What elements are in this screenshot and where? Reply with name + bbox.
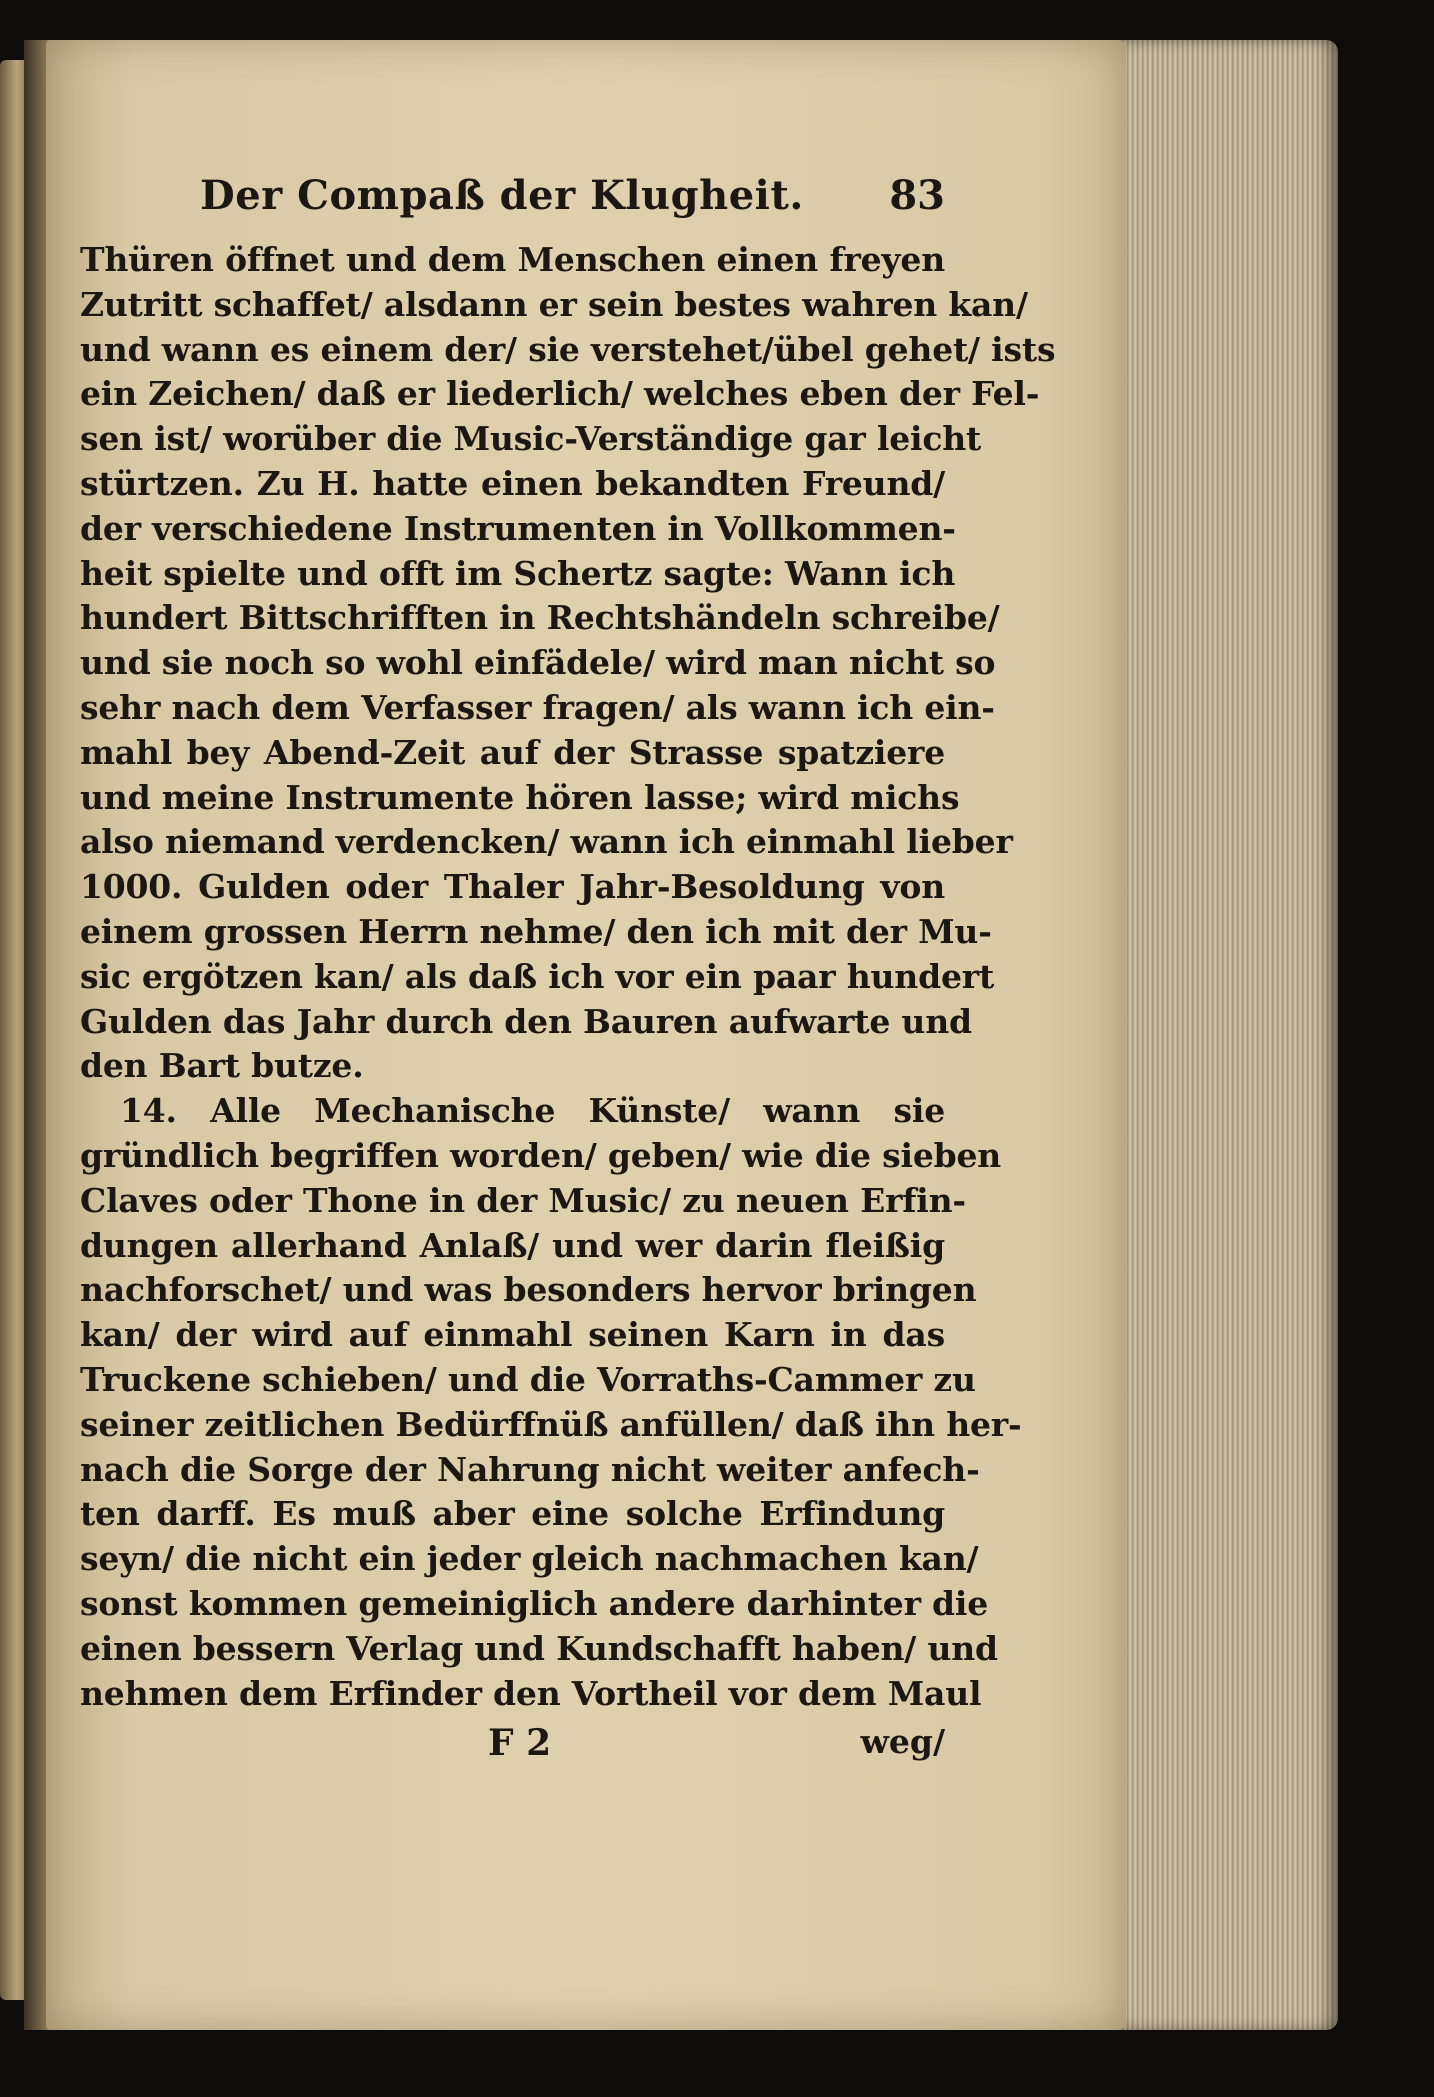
paragraph-start-line: 14. Alle Mechanische Künste/ wann sie — [120, 1091, 945, 1131]
text-line: und wann es einem der/ sie verstehet/übel gehet/ ists — [80, 329, 1056, 369]
text-line: sehr nach dem Verfasser fragen/ als wann ich ein- — [80, 687, 995, 727]
text-line: 1000. Gulden oder Thaler Jahr-Besoldung von — [80, 867, 945, 907]
text-line: Zutritt schaffet/ alsdann er sein bestes wahren kan/ — [80, 284, 1028, 324]
page-header — [80, 168, 945, 232]
page-number: 83 — [889, 172, 945, 219]
text-line: sic ergötzen kan/ als daß ich vor ein paar hundert — [80, 956, 994, 996]
text-line: mahl bey Abend-Zeit auf der Strasse spatziere — [80, 732, 945, 772]
text-line: Gulden das Jahr durch den Bauren aufwarte und — [80, 1001, 972, 1041]
text-line: also niemand verdencken/ wann ich einmahl lieber — [80, 822, 1013, 862]
text-line: kan/ der wird auf einmahl seinen Karn in das — [80, 1315, 945, 1355]
text-line: heit spielte und offt im Schertz sagte: Wann ich — [80, 553, 956, 593]
page-text — [80, 168, 1056, 1772]
text-line: der verschiedene Instrumenten in Vollkommen- — [80, 508, 956, 548]
text-line: den Bart butze. — [80, 1046, 364, 1086]
text-line: und meine Instrumente hören lasse; wird michs — [80, 777, 960, 817]
text-line: Thüren öffnet und dem Menschen einen freyen — [80, 240, 945, 279]
running-head: Der Compaß der Klugheit. — [200, 172, 804, 219]
text-line: nach die Sorge der Nahrung nicht weiter anfech- — [80, 1449, 980, 1489]
text-line: ein Zeichen/ daß er liederlich/ welches eben der Fel- — [80, 374, 1040, 414]
catchword: weg/ — [860, 1722, 945, 1762]
text-line: gründlich begriffen worden/ geben/ wie die sieben — [80, 1135, 1002, 1175]
text-line: einen bessern Verlag und Kundschafft haben/ und — [80, 1628, 998, 1668]
text-line: Truckene schieben/ und die Vorraths-Cammer zu — [80, 1359, 976, 1399]
text-line: und sie noch so wohl einfädele/ wird man nicht so — [80, 643, 996, 683]
text-line: seyn/ die nicht ein jeder gleich nachmachen kan/ — [80, 1539, 979, 1579]
body-text — [80, 238, 1056, 1716]
text-line: ten darff. Es muß aber eine solche Erfindung — [80, 1494, 945, 1534]
text-line: nachforschet/ und was besonders hervor bringen — [80, 1270, 977, 1310]
text-line: Claves oder Thone in der Music/ zu neuen Erfin- — [80, 1180, 966, 1220]
text-line: einem grossen Herrn nehme/ den ich mit der Mu- — [80, 911, 992, 951]
text-line: dungen allerhand Anlaß/ und wer darin fleißig — [80, 1225, 945, 1265]
text-line: hundert Bittschrifften in Rechtshändeln schreibe/ — [80, 598, 1000, 638]
text-line: sonst kommen gemeiniglich andere darhinter die — [80, 1583, 989, 1623]
signature-mark: F 2 — [488, 1722, 552, 1765]
page-edges — [1118, 40, 1338, 2030]
text-line: stürtzen. Zu H. hatte einen bekandten Freund/ — [80, 463, 945, 503]
text-line: sen ist/ worüber die Music-Verständige gar leicht — [80, 419, 982, 459]
text-line: seiner zeitlichen Bedürffnüß anfüllen/ daß ihn her- — [80, 1404, 1022, 1444]
text-line: nehmen dem Erfinder den Vortheil vor dem Maul — [80, 1673, 982, 1713]
page-footer — [80, 1720, 945, 1772]
